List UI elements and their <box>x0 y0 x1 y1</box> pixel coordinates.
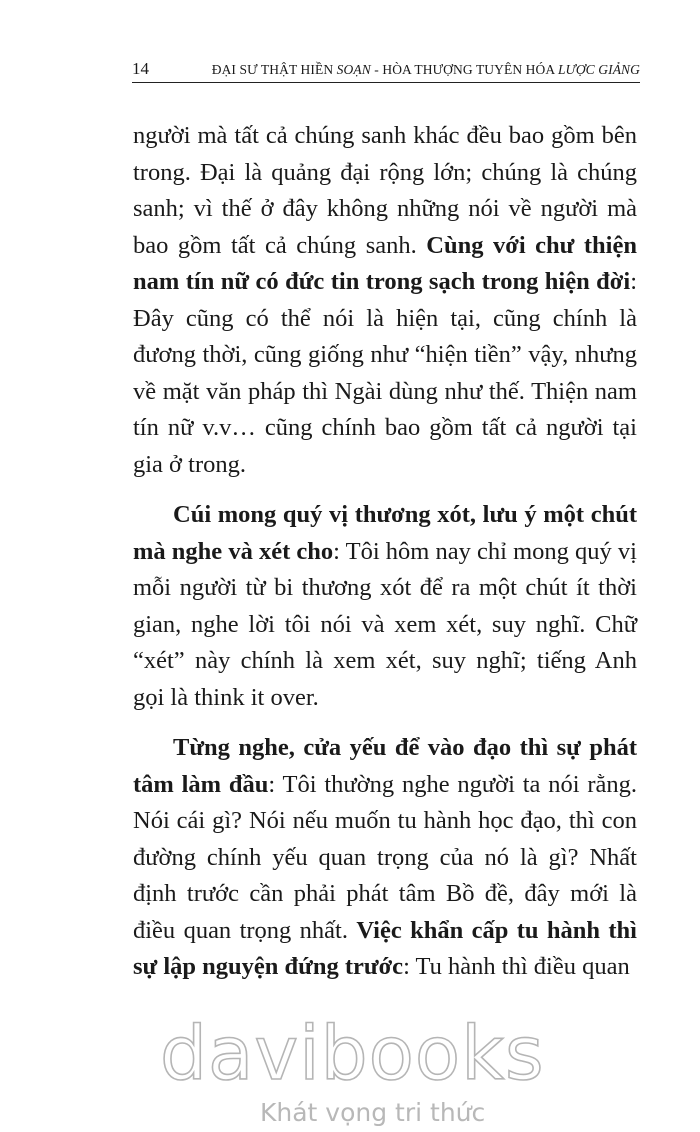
running-title-author: ĐẠI SƯ THẬT HIỀN <box>211 62 337 77</box>
paragraph-text: người mà tất cả chúng sanh khác đều bao gồm bên trong. Đại là quảng đại rộng lớn; chúng là chúng sanh; vì thế ở đây không những nói về người mà bao gồm tất cả chúng sanh. <box>133 122 637 259</box>
watermark-slogan: Khát vọng tri thức <box>260 1098 486 1127</box>
paragraph-3 <box>133 730 637 986</box>
bold-phrase: Cúi mong quý vị thương xót, lưu ý một chút mà nghe và xét cho <box>133 501 637 565</box>
running-title-role-1: SOẠN <box>336 62 371 77</box>
paragraph-2 <box>133 497 637 716</box>
running-header <box>132 58 640 83</box>
paragraph-text: : Tu hành thì điều quan <box>403 953 630 980</box>
running-title <box>212 61 640 79</box>
paragraph-text: : Tôi thường nghe người ta nói rằng. Nói cái gì? Nói nếu muốn tu hành học đạo, thì con đường chính yếu quan trọng của nó là gì? Nhất định trước cần phải phát tâm Bồ đề, đây mới là điều quan trọng nhất. <box>133 770 637 944</box>
bold-phrase: Từng nghe, cửa yếu để vào đạo thì sự phát tâm làm đầu <box>133 734 637 798</box>
paragraph-1 <box>133 118 637 483</box>
bold-phrase: Việc khẩn cấp tu hành thì sự lập nguyện đứng trước <box>133 916 637 980</box>
watermark <box>160 1011 545 1128</box>
paragraph-text: : Tôi hôm nay chỉ mong quý vị mỗi người từ bi thương xót để ra một chút ít thời gian, nghe lời tôi nói và xem xét, suy nghĩ. Chữ “xét” này chính là xem xét, suy nghĩ; tiếng Anh gọi là think it over. <box>133 537 637 711</box>
body-text <box>133 118 637 1000</box>
running-title-commentator: - HÒA THƯỢNG TUYÊN HÓA <box>370 62 558 77</box>
watermark-logo: davibooks <box>160 1011 545 1097</box>
page-number: 14 <box>132 59 149 78</box>
paragraph-text: : Đây cũng có thể nói là hiện tại, cũng chính là đương thời, cũng giống như “hiện tiền” vậy, nhưng về mặt văn pháp thì Ngài dùng như thế. Thiện nam tín nữ v.v… cũng chính bao gồm tất cả người tại gia ở trong. <box>133 268 637 478</box>
running-title-role-2: LƯỢC GIẢNG <box>557 62 640 77</box>
bold-phrase: Cùng với chư thiện nam tín nữ có đức tin trong sạch trong hiện đời <box>133 231 637 295</box>
